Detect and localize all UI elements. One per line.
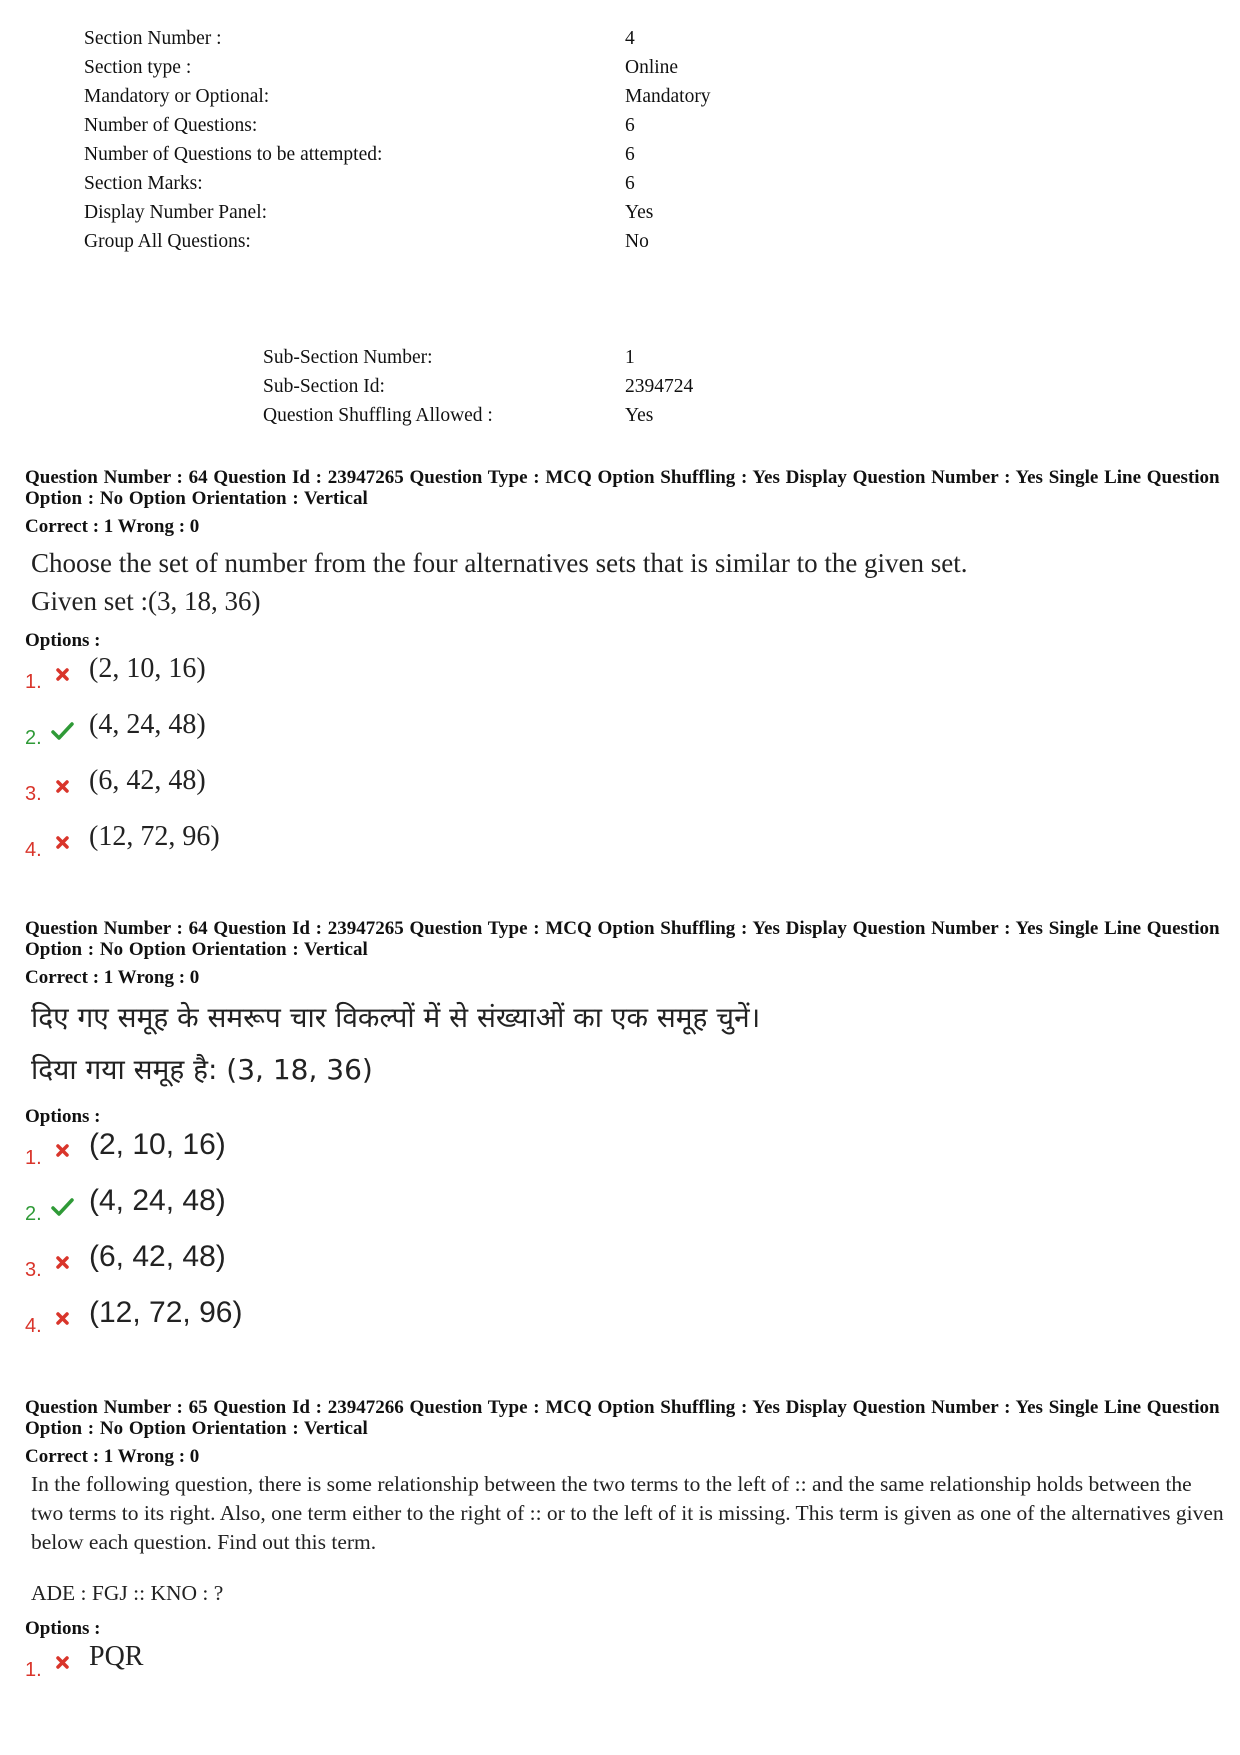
subsection-value: 2394724 [625, 376, 694, 397]
question-meta: Question Number : 64 Question Id : 23947265 Question Type : MCQ Option Shuffling : Yes Display Question Number : Yes Single Line Question Option : No Option Orientation : Vertical [25, 467, 1220, 509]
subsection-row [263, 343, 693, 372]
options-label: Options : [25, 630, 101, 651]
subsection-row [263, 401, 693, 430]
analogy-expression: ADE : FGJ :: KNO : ? [31, 1581, 224, 1605]
option [25, 763, 1225, 819]
subsection-label: Sub-Section Number: [263, 347, 433, 368]
option-text: (2, 10, 16) [89, 1128, 226, 1161]
section-row [84, 227, 711, 256]
option-text: (2, 10, 16) [89, 653, 206, 684]
check-icon [49, 719, 89, 743]
cross-icon [49, 1251, 89, 1275]
option-number: 1. [25, 1659, 42, 1681]
option-text: (12, 72, 96) [89, 821, 220, 852]
option-text: PQR [89, 1641, 144, 1672]
section-label: Section Marks: [84, 173, 203, 194]
option [25, 1183, 1225, 1239]
question-meta: Question Number : 65 Question Id : 23947266 Question Type : MCQ Option Shuffling : Yes Display Question Number : Yes Single Line Question Option : No Option Orientation : Vertical [25, 1397, 1220, 1439]
cross-icon [49, 1651, 89, 1675]
option [25, 651, 1225, 707]
option-number: 3. [25, 783, 42, 805]
option-number: 4. [25, 1315, 42, 1337]
section-value: No [625, 231, 649, 252]
section-row [84, 198, 711, 227]
question-block [25, 918, 1225, 1351]
check-icon [49, 1195, 89, 1219]
section-row [84, 53, 711, 82]
option-number: 4. [25, 839, 42, 861]
section-value: 6 [625, 115, 635, 136]
question-text-line: दिए गए समूह के समरूप चार विकल्पों में से संख्याओं का एक समूह चुनें। [31, 1001, 761, 1034]
section-label: Display Number Panel: [84, 202, 268, 223]
option-text: (6, 42, 48) [89, 765, 206, 796]
subsection-value: 1 [625, 347, 635, 368]
question-block [25, 467, 1225, 875]
section-value: 6 [625, 173, 635, 194]
option [25, 1239, 1225, 1295]
section-label: Number of Questions to be attempted: [84, 144, 383, 165]
option [25, 1127, 1225, 1183]
section-row [84, 140, 711, 169]
option-number: 1. [25, 671, 42, 693]
subsection-details [263, 343, 693, 430]
section-row [84, 111, 711, 140]
section-value: 6 [625, 144, 635, 165]
option-number: 1. [25, 1147, 42, 1169]
cross-icon [49, 831, 89, 855]
options-list [25, 1127, 1225, 1351]
options-label: Options : [25, 1618, 101, 1639]
section-value: Yes [625, 202, 654, 223]
section-label: Number of Questions: [84, 115, 258, 136]
option-text: (12, 72, 96) [89, 1296, 243, 1329]
option-text: (4, 24, 48) [89, 1184, 226, 1217]
section-value: 4 [625, 28, 635, 49]
section-row [84, 169, 711, 198]
marks-info: Correct : 1 Wrong : 0 [25, 967, 200, 988]
question-meta: Question Number : 64 Question Id : 23947265 Question Type : MCQ Option Shuffling : Yes Display Question Number : Yes Single Line Question Option : No Option Orientation : Vertical [25, 918, 1220, 960]
marks-info: Correct : 1 Wrong : 0 [25, 1446, 200, 1467]
option-number: 2. [25, 1203, 42, 1225]
cross-icon [49, 663, 89, 687]
section-value: Mandatory [625, 86, 711, 107]
section-value: Online [625, 57, 679, 78]
section-details [84, 24, 711, 256]
section-label: Mandatory or Optional: [84, 86, 270, 107]
cross-icon [49, 775, 89, 799]
section-row [84, 82, 711, 111]
section-label: Section type : [84, 57, 192, 78]
option [25, 819, 1225, 875]
options-list [25, 651, 1225, 875]
option-number: 2. [25, 727, 42, 749]
section-row [84, 24, 711, 53]
option [25, 1295, 1225, 1351]
question-text [25, 1470, 1225, 1608]
question-text [25, 544, 1225, 620]
question-paragraph: In the following question, there is some relationship between the two terms to the left of :: and the same relationship holds between the two terms to its right. Also, one term either to the right of :: or to the left of it is missing. This term is given as one of the alternatives given below each question. Find out this term. [31, 1472, 1224, 1554]
option [25, 707, 1225, 763]
section-label: Section Number : [84, 28, 222, 49]
options-list [25, 1639, 1225, 1695]
question-text [25, 992, 1225, 1096]
question-text-line: Choose the set of number from the four alternatives sets that is similar to the given set. [31, 548, 968, 578]
option-text: (6, 42, 48) [89, 1240, 226, 1273]
marks-info: Correct : 1 Wrong : 0 [25, 516, 200, 537]
cross-icon [49, 1139, 89, 1163]
section-label: Group All Questions: [84, 231, 251, 252]
subsection-row [263, 372, 693, 401]
question-text-line: दिया गया समूह है: (3, 18, 36) [31, 1053, 373, 1086]
option-text: (4, 24, 48) [89, 709, 206, 740]
subsection-label: Sub-Section Id: [263, 376, 385, 397]
option [25, 1639, 1225, 1695]
question-text-line: Given set :(3, 18, 36) [31, 586, 261, 616]
subsection-value: Yes [625, 405, 654, 426]
question-block [25, 1397, 1225, 1695]
option-number: 3. [25, 1259, 42, 1281]
cross-icon [49, 1307, 89, 1331]
options-label: Options : [25, 1106, 101, 1127]
subsection-label: Question Shuffling Allowed : [263, 405, 493, 426]
